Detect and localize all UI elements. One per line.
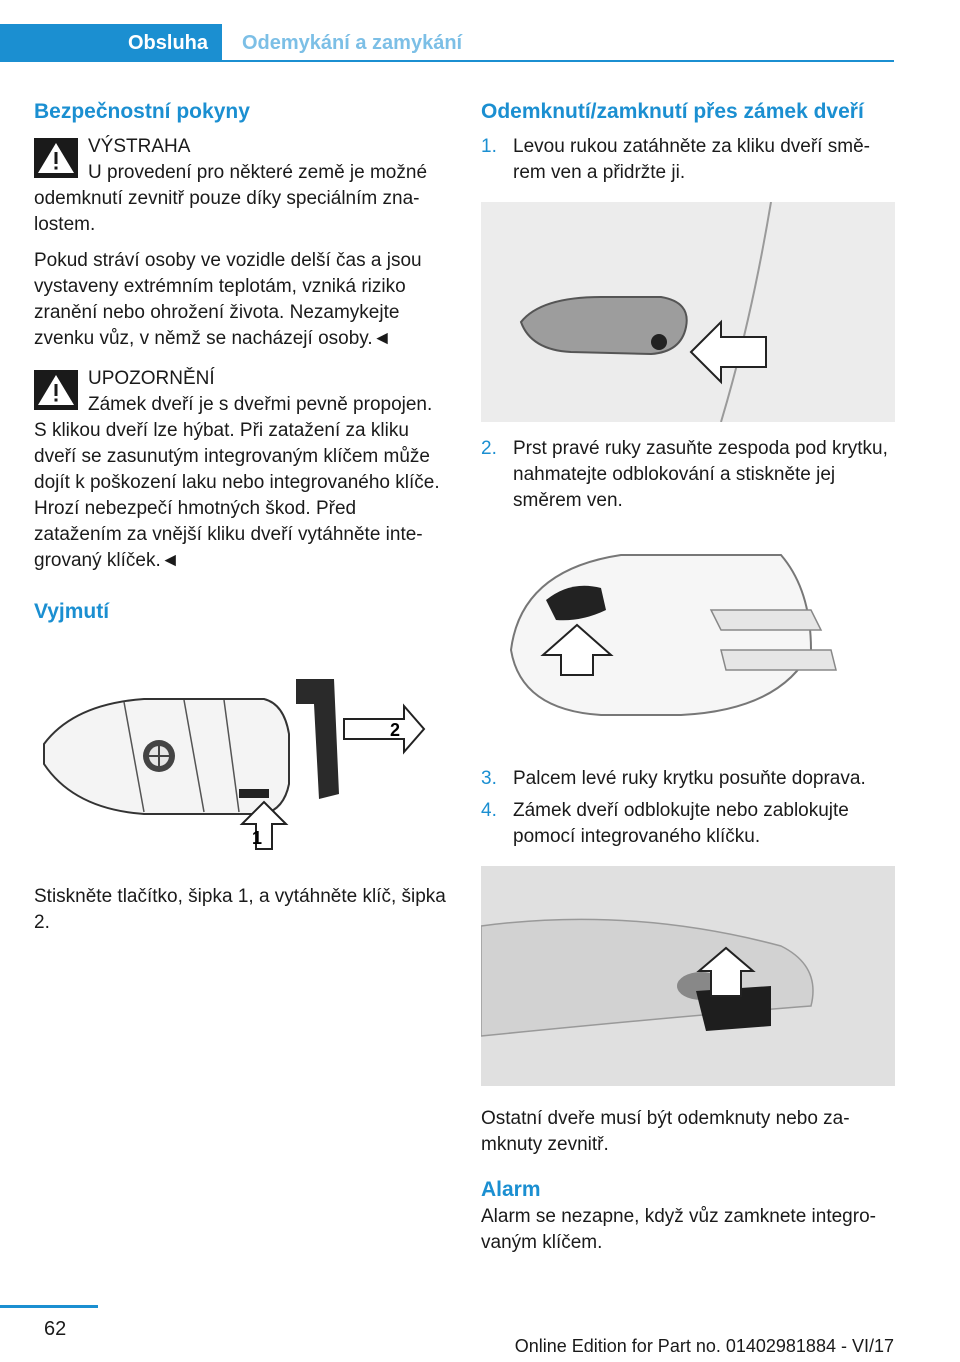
door-handle-figure-3 bbox=[481, 866, 895, 1086]
section-title-safety: Bezpečnostní pokyny bbox=[34, 100, 250, 123]
warning-icon bbox=[34, 370, 78, 410]
step-text: Palcem levé ruky krytku posuňte doprava. bbox=[513, 768, 866, 789]
arrow-label-1: 1 bbox=[252, 828, 263, 848]
key-illustration bbox=[34, 644, 448, 854]
warning-icon bbox=[34, 138, 78, 178]
right-column bbox=[481, 98, 895, 1256]
subsection-title-alarm: Alarm bbox=[481, 1178, 541, 1201]
step-item bbox=[481, 134, 895, 186]
left-column bbox=[34, 98, 448, 936]
step-number: 3. bbox=[481, 768, 497, 789]
key-removal-figure bbox=[34, 644, 448, 854]
handle-cap-illustration bbox=[481, 530, 895, 750]
page-number: 62 bbox=[44, 1318, 67, 1340]
door-handle-figure-1 bbox=[481, 202, 895, 422]
door-handle-figure-2 bbox=[481, 530, 895, 750]
warning-title: VÝSTRAHA bbox=[88, 136, 191, 157]
warning-block-1 bbox=[34, 134, 448, 352]
steps-list bbox=[481, 766, 895, 850]
alarm-text: Alarm se nezapne, když vůz zamknete integro-vaným klíčem. bbox=[481, 1206, 876, 1253]
step-number: 2. bbox=[481, 438, 497, 459]
steps-list bbox=[481, 436, 895, 514]
step-item bbox=[481, 766, 895, 792]
header-line bbox=[222, 60, 894, 62]
caution-title: UPOZORNĚNÍ bbox=[88, 368, 215, 389]
step-text: Prst pravé ruky zasuňte zespoda pod krytku, nahmatejte odblokování a stiskněte jej směrem ven. bbox=[513, 438, 888, 511]
note-text: Ostatní dveře musí být odemknuty nebo za-mknuty zevnitř. bbox=[481, 1108, 850, 1155]
step-text: Levou rukou zatáhněte za kliku dveří smě-rem ven a přidržte ji. bbox=[513, 136, 870, 183]
step-number: 1. bbox=[481, 136, 497, 157]
step-item bbox=[481, 798, 895, 850]
header-bar bbox=[0, 24, 894, 62]
subsection-title-removal: Vyjmutí bbox=[34, 600, 110, 623]
warning-block-2 bbox=[34, 366, 448, 574]
step-text: Zámek dveří odblokujte nebo zablokujte pomocí integrovaného klíčku. bbox=[513, 800, 849, 847]
edition-text: Online Edition for Part no. 01402981884 - VI/17 bbox=[514, 1336, 894, 1356]
arrow-label-2: 2 bbox=[390, 720, 401, 740]
lock-key-illustration bbox=[481, 866, 895, 1086]
warning-text: U provedení pro některé země je možné odemknutí zevnitř pouze díky speciálním zna-lostem. bbox=[34, 162, 428, 235]
steps-list bbox=[481, 134, 895, 186]
warning-text-2: Pokud stráví osoby ve vozidle delší čas a jsou vystaveny extrémním teplotám, vzniká riziko zranění nebo ohrožení života. Nezamykejte zvenku vůz, v němž se nacházejí osoby.◄ bbox=[34, 250, 422, 349]
door-handle-illustration bbox=[481, 202, 895, 422]
section-title-door-lock: Odemknutí/zamknutí přes zámek dveří bbox=[481, 100, 864, 123]
caution-text: Zámek dveří je s dveřmi pevně propojen. S klikou dveří lze hýbat. Při zatažení za kliku dveří se zasunutým integrovaným klíčem může dojít k poškození laku nebo integrovaného klíče. Hrozí nebezpečí hmotných škod. Před zatažením za vnější kliku dveří vytáhněte inte-grovaný klíček.◄ bbox=[34, 394, 440, 571]
step-item bbox=[481, 436, 895, 514]
figure-caption: Stiskněte tlačítko, šipka 1, a vytáhněte klíč, šipka 2. bbox=[34, 886, 446, 933]
footer-line bbox=[0, 1305, 98, 1308]
step-number: 4. bbox=[481, 800, 497, 821]
tab-obsluha[interactable]: Obsluha bbox=[0, 24, 222, 62]
tab-odemykani[interactable]: Odemykání a zamykání bbox=[242, 32, 463, 54]
